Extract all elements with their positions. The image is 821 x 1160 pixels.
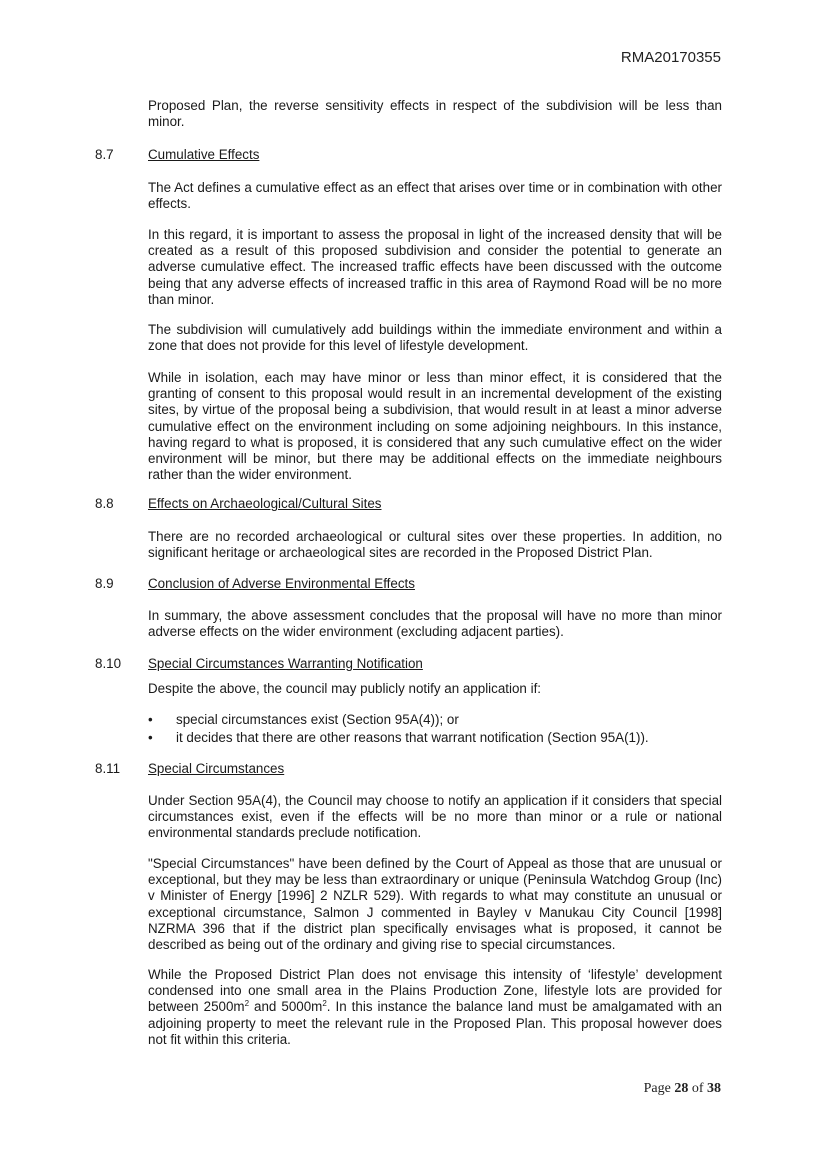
superscript-squared: 2 [322,999,327,1009]
lifestyle-text-part-1: While the Proposed District Plan does not envisage this intensity of ‘lifestyle’ development condensed into one small area in the Plains Production Zone, lifestyle lots are provided for between 2500m [148,967,722,1015]
section-number-8-8: 8.8 [95,496,114,511]
page-total: 38 [707,1081,721,1096]
paragraph-lifestyle-development [148,967,722,1048]
bullet-dot: • [148,730,153,745]
paragraph-notify-intro: Despite the above, the council may publicly notify an application if: [148,681,542,696]
document-reference: RMA20170355 [620,49,721,66]
paragraph-court-of-appeal: "Special Circumstances" have been defined by the Court of Appeal as those that are unusual or exceptional, but they may be less than extraordinary or unique (Peninsula Watchdog Group (Inc) v Minister of Energy [1996] 2 NZLR 529). With regards to what may constitute an unusual or exceptional circumstance, Salmon J commented in Bayley v Manukau City Council [1998] NZRMA 396 that if the district plan specifically envisages what is proposed, it cannot be described as being out of the ordinary and giving rise to special circumstances. [148,856,722,953]
section-number-8-7: 8.7 [95,147,114,162]
section-number-8-9: 8.9 [95,576,114,591]
section-number-8-11: 8.11 [95,761,121,776]
heading-cumulative-effects: Cumulative Effects [148,147,260,162]
list-item-other-reasons: it decides that there are other reasons that warrant notification (Section 95A(1)). [176,730,649,745]
list-item-special-circumstances: special circumstances exist (Section 95A(4)); or [176,712,459,727]
paragraph-proposed-plan: Proposed Plan, the reverse sensitivity effects in respect of the subdivision will be less than minor. [148,98,722,130]
page-footer [644,1081,721,1097]
heading-conclusion-effects: Conclusion of Adverse Environmental Effects [148,576,415,591]
heading-archaeological-sites: Effects on Archaeological/Cultural Sites [148,496,382,511]
paragraph-cumulative-isolation: While in isolation, each may have minor or less than minor effect, it is considered that the granting of consent to this proposal would result in an incremental development of the existing sites, by virtue of the proposal being a subdivision, that would result in at least a minor adverse cumulative effect on the environment including on some adjoining neighbours. In this instance, having regard to what is proposed, it is considered that any such cumulative effect on the wider environment will be minor, but there may be additional effects on the immediate neighbours rather than the wider environment. [148,370,722,483]
heading-special-circumstances-notification: Special Circumstances Warranting Notification [148,656,423,671]
paragraph-conclusion: In summary, the above assessment concludes that the proposal will have no more than minor adverse effects on the wider environment (excluding adjacent parties). [148,608,722,640]
paragraph-cumulative-density: In this regard, it is important to assess the proposal in light of the increased density that will be created as a result of this proposed subdivision and consider the potential to generate an adverse cumulative effect. The increased traffic effects have been discussed with the outcome being that any adverse effects of increased traffic in this area of Raymond Road will be no more than minor. [148,227,722,307]
paragraph-archaeological: There are no recorded archaeological or cultural sites over these properties. In addition, no significant heritage or archaeological sites are recorded in the Proposed District Plan. [148,529,722,561]
section-number-8-10: 8.10 [95,656,122,671]
lifestyle-text-part-2: and 5000m [249,999,323,1015]
lifestyle-text-part-3: . In this instance the balance land must be amalgamated with an adjoining property to meet the relevant rule in the Proposed Plan. This proposal however does not fit within this criteria. [148,999,722,1047]
page-label: Page [643,1081,671,1096]
of-label: of [691,1081,704,1096]
paragraph-cumulative-definition: The Act defines a cumulative effect as an effect that arises over time or in combination with other effects. [148,180,722,212]
bullet-dot: • [148,712,153,727]
paragraph-cumulative-buildings: The subdivision will cumulatively add buildings within the immediate environment and within a zone that does not provide for this level of lifestyle development. [148,322,722,354]
paragraph-section-95a4: Under Section 95A(4), the Council may choose to notify an application if it considers that special circumstances exist, even if the effects will be no more than minor or a rule or national environmental standards preclude notification. [148,793,722,841]
superscript-squared: 2 [244,999,250,1009]
heading-special-circumstances: Special Circumstances [148,761,285,776]
page-number: 28 [674,1081,689,1096]
